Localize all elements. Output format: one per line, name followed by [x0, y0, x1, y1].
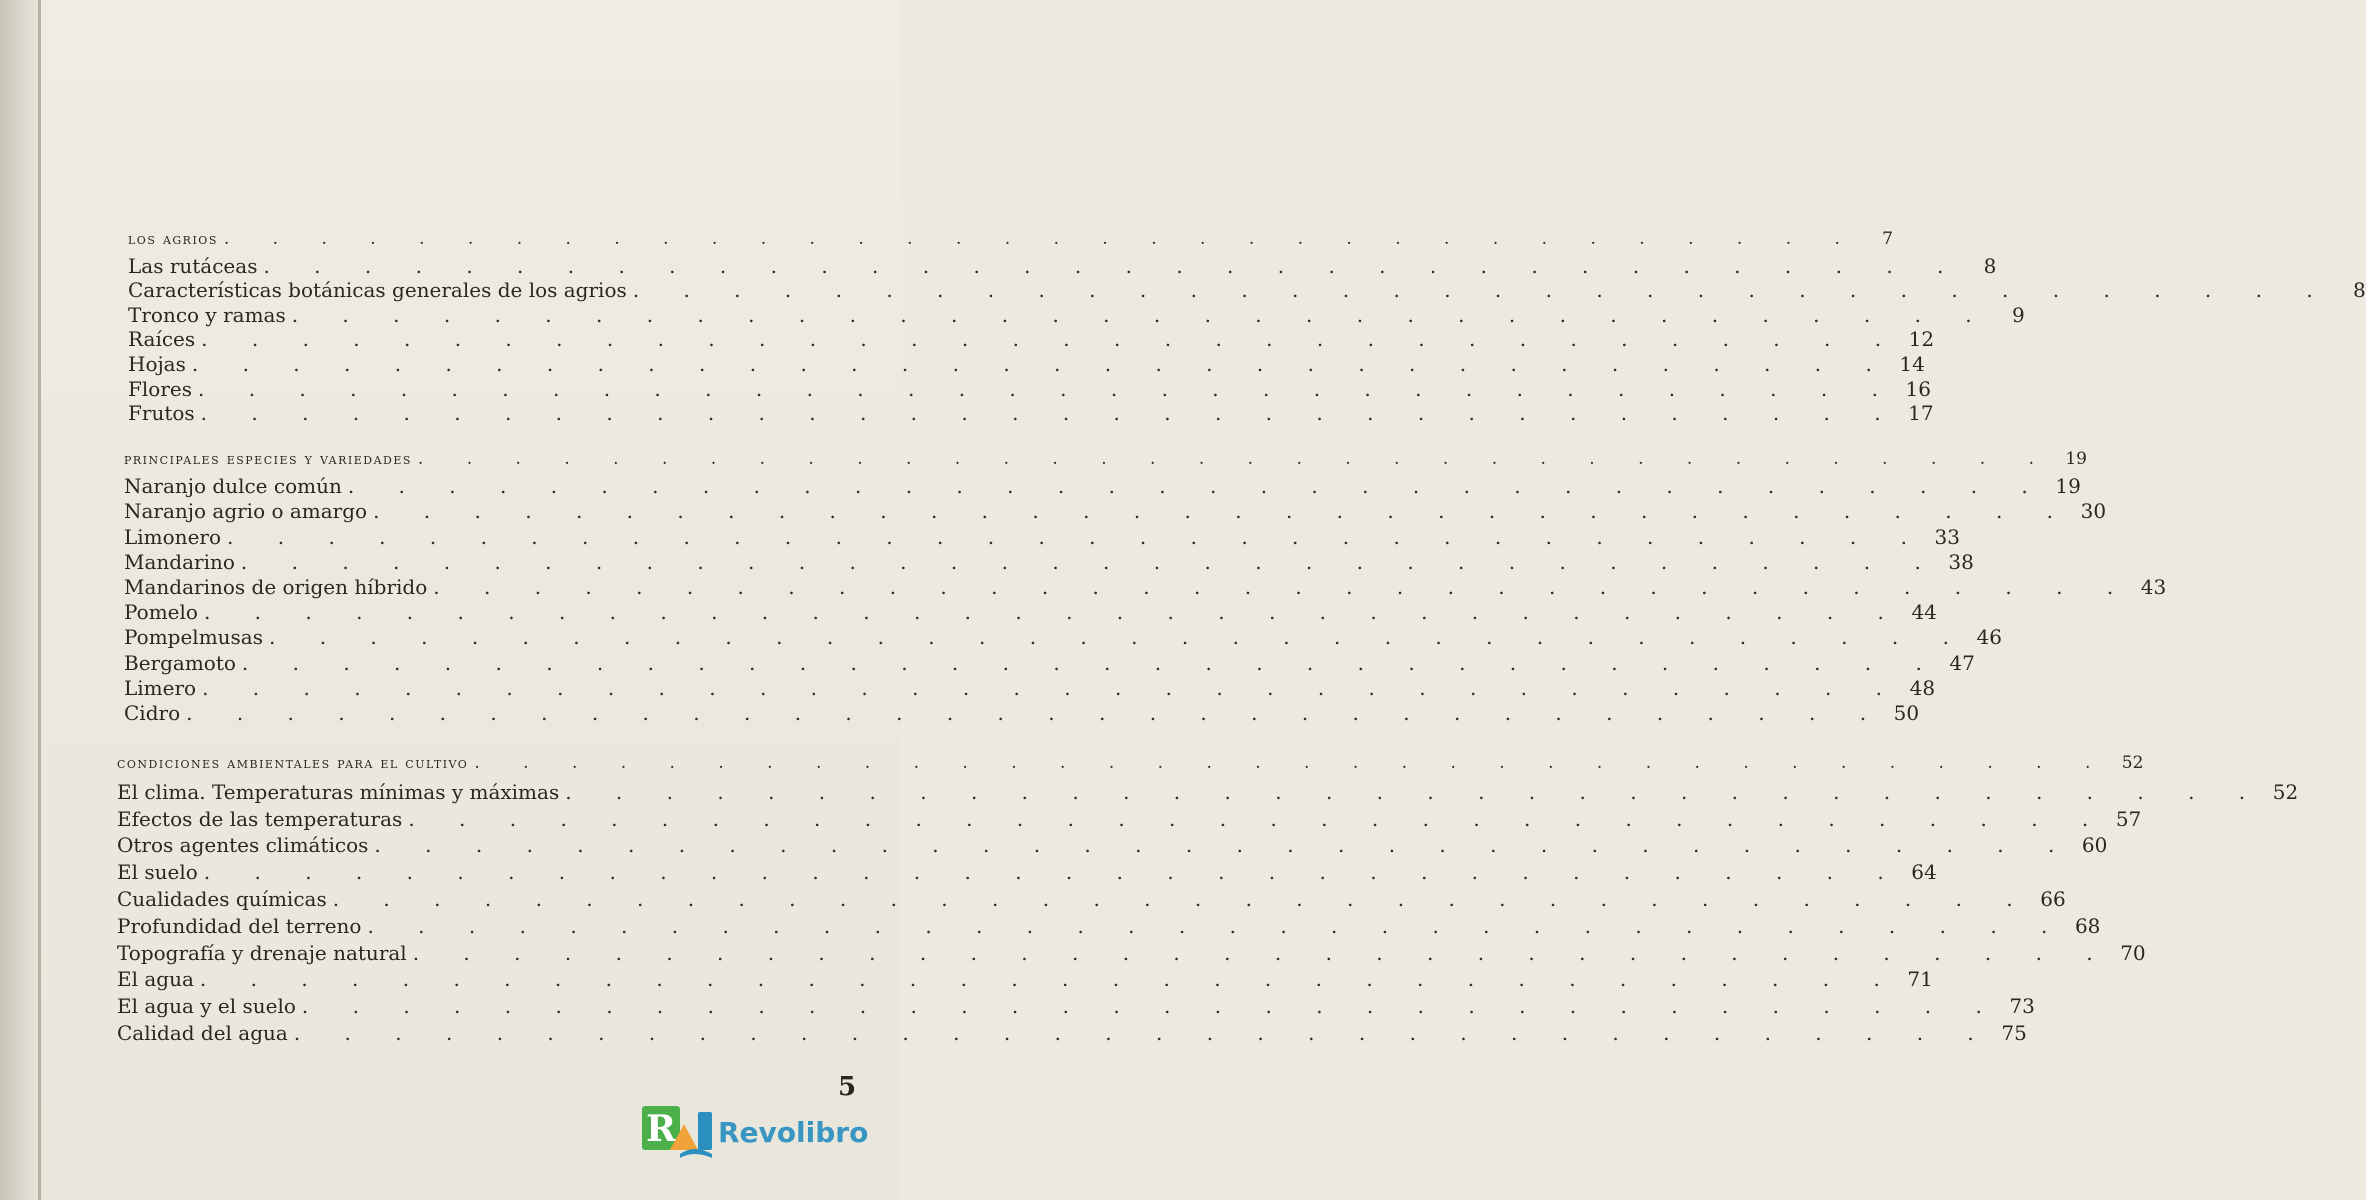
toc-page-number: 19: [2065, 449, 2087, 469]
toc-page-number: 8: [1983, 253, 1997, 278]
dot-leader: . . . . . . . . . . . . . . . . . . . . . . . . . . . . . . . . . .: [241, 650, 1941, 675]
toc-page-number: 38: [1948, 549, 1974, 574]
dot-leader: . . . . . . . . . . . . . . . . . . . . . . . . . . . . . . . . . .: [433, 574, 2133, 599]
toc-entry-label: Naranjo dulce común: [124, 474, 342, 499]
dot-leader: . . . . . . . . . . . . . . . . . . . . . . . . . . . . . . . . . .: [417, 449, 2053, 469]
dot-leader: . . . . . . . . . . . . . . . . . . . . . . . . . . . . . . . . . .: [332, 886, 2032, 911]
toc-page-number: 50: [1893, 700, 1920, 725]
dot-leader: . . . . . . . . . . . . . . . . . . . . . . . . . . . . . . . . . .: [347, 474, 2047, 499]
toc-entry-label: Cualidades químicas: [117, 886, 327, 911]
toc-entry-label: Tronco y ramas: [128, 302, 286, 327]
toc-entry: [117, 833, 2108, 860]
toc-entry-label: El clima. Temperaturas mínimas y máximas: [117, 779, 560, 804]
toc-entry: [128, 401, 1934, 426]
toc-entry-label: Otros agentes climáticos: [117, 833, 369, 858]
dot-leader: . . . . . . . . . . . . . . . . . . . . . . . . . . . . . . . . . .: [374, 833, 2074, 858]
toc-entry-label: Calidad del agua: [117, 1020, 288, 1045]
dot-leader: . . . . . . . . . . . . . . . . . . . . . . . . . . . . . . . . . .: [203, 600, 1903, 625]
toc-entry: [124, 600, 1937, 625]
dot-leader: . . . . . . . . . . . . . . . . . . . . . . . . . . . . . . . . . .: [412, 940, 2112, 965]
dot-leader: . . . . . . . . . . . . . . . . . . . . . . . . . . . . . . . . . .: [200, 401, 1900, 426]
logo-letter: R: [646, 1108, 676, 1150]
toc-page-number: 57: [2115, 806, 2142, 831]
toc-heading: [117, 753, 2144, 780]
toc-entry-label: Efectos de las temperaturas: [117, 806, 403, 831]
toc-entry: [128, 278, 2366, 303]
toc-entry: [117, 1020, 2027, 1048]
toc-page-number: 43: [2140, 574, 2167, 599]
toc-entry-label: Limonero: [124, 524, 222, 549]
dot-leader: . . . . . . . . . . . . . . . . . . . . . . . . . . . . . . . . . .: [474, 753, 2110, 773]
toc-entry-label: Bergamoto: [124, 650, 236, 675]
toc-section-principales-especies: [124, 449, 2167, 726]
toc-entry: [124, 549, 1974, 575]
toc-entry: [117, 994, 2035, 1021]
page-number: 5: [838, 1072, 857, 1102]
toc-entry: [128, 302, 2025, 328]
toc-entry: [124, 474, 2081, 499]
toc-entry-label: Flores: [128, 376, 192, 401]
watermark-text: Revolibro: [718, 1115, 869, 1149]
toc-entry: [124, 700, 1920, 726]
toc-entry: [117, 860, 1937, 887]
dot-leader: . . . . . . . . . . . . . . . . . . . . . . . . . . . . . . . . . .: [227, 524, 1926, 549]
toc-page-number: 19: [2055, 474, 2081, 499]
toc-page-number: 71: [1907, 967, 1933, 992]
toc-page-number: 33: [1934, 524, 1960, 549]
dot-leader: . . . . . . . . . . . . . . . . . . . . . . . . . . . . . . . . . .: [263, 253, 1963, 278]
dot-leader: . . . . . . . . . . . . . . . . . . . . . . . . . . . . . . . . . .: [301, 994, 2001, 1019]
toc-page-number: 47: [1949, 650, 1975, 675]
toc-entry: [117, 806, 2142, 834]
toc-heading: [124, 449, 2087, 474]
toc-page-number: 30: [2080, 499, 2107, 524]
toc-entry: [124, 574, 2167, 600]
toc-entry: [128, 376, 1931, 402]
dot-leader: . . . . . . . . . . . . . . . . . . . . . . . . . . . . . . . . . .: [373, 499, 2073, 524]
dot-leader: . . . . . . . . . . . . . . . . . . . . . . . . . . . . . . . . . .: [199, 967, 1899, 992]
toc-heading-label: los agrios: [128, 229, 218, 248]
toc-entry-label: El agua y el suelo: [117, 994, 296, 1019]
toc-entry: [117, 940, 2146, 968]
toc-entry-label: Mandarinos de origen híbrido: [124, 574, 428, 599]
toc-page-number: 60: [2081, 833, 2108, 858]
toc-entry: [117, 967, 1933, 994]
toc-page-number: 9: [2011, 302, 2025, 327]
watermark: [640, 1102, 890, 1162]
toc-entry-label: Pomelo: [124, 600, 198, 625]
toc-entry-label: Hojas: [128, 351, 186, 376]
toc-entry-label: Características botánicas generales de los agrios: [128, 278, 627, 303]
toc-page-number: 12: [1908, 327, 1935, 352]
toc-entry: [128, 253, 1997, 279]
toc-entry: [117, 913, 2101, 941]
dot-leader: . . . . . . . . . . . . . . . . . . . . . . . . . . . . . . . . . .: [203, 860, 1903, 885]
dot-leader: . . . . . . . . . . . . . . . . . . . . . . . . . . . . . . . . . .: [186, 700, 1886, 725]
dot-leader: . . . . . . . . . . . . . . . . . . . . . . . . . . . . . . . . . .: [240, 549, 1940, 574]
toc-entry: [124, 650, 1975, 676]
dot-leader: . . . . . . . . . . . . . . . . . . . . . . . . . . . . . . . . . .: [268, 625, 1968, 650]
dot-leader: . . . . . . . . . . . . . . . . . . . . . . . . . . . . . . . . . .: [408, 806, 2108, 831]
toc-heading: [128, 229, 1893, 254]
dot-leader: . . . . . . . . . . . . . . . . . . . . . . . . . . . . . . . . . .: [201, 327, 1901, 352]
toc-entry-label: El suelo: [117, 860, 198, 885]
toc-page-number: 52: [2121, 753, 2144, 773]
toc-entry: [117, 886, 2066, 914]
toc-entry-label: El agua: [117, 967, 194, 992]
toc-page-number: 7: [1882, 229, 1893, 249]
toc-page-number: 16: [1905, 376, 1931, 401]
toc-entry-label: Limero: [124, 675, 197, 700]
toc-page-number: 68: [2074, 913, 2101, 938]
toc-entry: [124, 524, 1960, 550]
toc-page-number: 14: [1899, 351, 1925, 376]
toc-page-number: 17: [1908, 401, 1934, 426]
toc-entry-label: Mandarino: [124, 549, 235, 574]
toc-page-number: 52: [2272, 779, 2299, 804]
toc-entry-label: Las rutáceas: [128, 253, 258, 278]
toc-entry-label: Pompelmusas: [124, 625, 263, 650]
dot-leader: . . . . . . . . . . . . . . . . . . . . . . . . . . . . . . . . . .: [565, 779, 2265, 804]
toc-page-number: 46: [1976, 625, 2002, 650]
toc-entry: [124, 625, 2002, 650]
toc-page-number: 73: [2009, 994, 2035, 1019]
toc-entry: [124, 675, 1936, 701]
toc-entry-label: Frutos: [128, 401, 195, 426]
dot-leader: . . . . . . . . . . . . . . . . . . . . . . . . . . . . . . . . . .: [191, 351, 1891, 376]
toc-page-number: 75: [2001, 1020, 2027, 1045]
toc-page-number: 64: [1911, 860, 1937, 885]
dot-leader: . . . . . . . . . . . . . . . . . . . . . . . . . . . . . . . . . .: [202, 675, 1902, 700]
toc-page-number: 8: [2352, 278, 2366, 303]
toc-entry-label: Profundidad del terreno: [117, 913, 362, 938]
toc-section-condiciones-ambientales: [117, 753, 2299, 1048]
toc-entry: [124, 499, 2107, 524]
toc-entry: [128, 351, 1925, 377]
toc-page-number: 44: [1911, 600, 1937, 625]
dot-leader: . . . . . . . . . . . . . . . . . . . . . . . . . . . . . . . . . .: [223, 229, 1859, 249]
toc-page-number: 70: [2120, 940, 2146, 965]
toc-entry: [128, 327, 1935, 352]
toc-entry-label: Raíces: [128, 327, 196, 352]
toc-entry-label: Cidro: [124, 700, 181, 725]
dot-leader: . . . . . . . . . . . . . . . . . . . . . . . . . . . . . . . . . .: [293, 1020, 1993, 1045]
toc-page-number: 66: [2040, 886, 2066, 911]
toc-section-los-agrios: [128, 229, 2366, 426]
dot-leader: . . . . . . . . . . . . . . . . . . . . . . . . . . . . . . . . . .: [197, 376, 1897, 401]
toc-heading-label: principales especies y variedades: [124, 449, 412, 468]
dot-leader: . . . . . . . . . . . . . . . . . . . . . . . . . . . . . . . . . .: [291, 302, 1991, 327]
toc-page-number: 48: [1909, 675, 1936, 700]
toc-entry: [117, 779, 2299, 807]
dot-leader: . . . . . . . . . . . . . . . . . . . . . . . . . . . . . . . . . .: [367, 913, 2067, 938]
dot-leader: . . . . . . . . . . . . . . . . . . . . . . . . . . . . . . . . . .: [632, 278, 2332, 303]
toc-heading-label: condiciones ambientales para el cultivo: [117, 753, 469, 772]
toc-entry-label: Topografía y drenaje natural: [117, 940, 407, 965]
toc-entry-label: Naranjo agrio o amargo: [124, 499, 368, 524]
revolibro-logo-icon: [640, 1104, 716, 1160]
